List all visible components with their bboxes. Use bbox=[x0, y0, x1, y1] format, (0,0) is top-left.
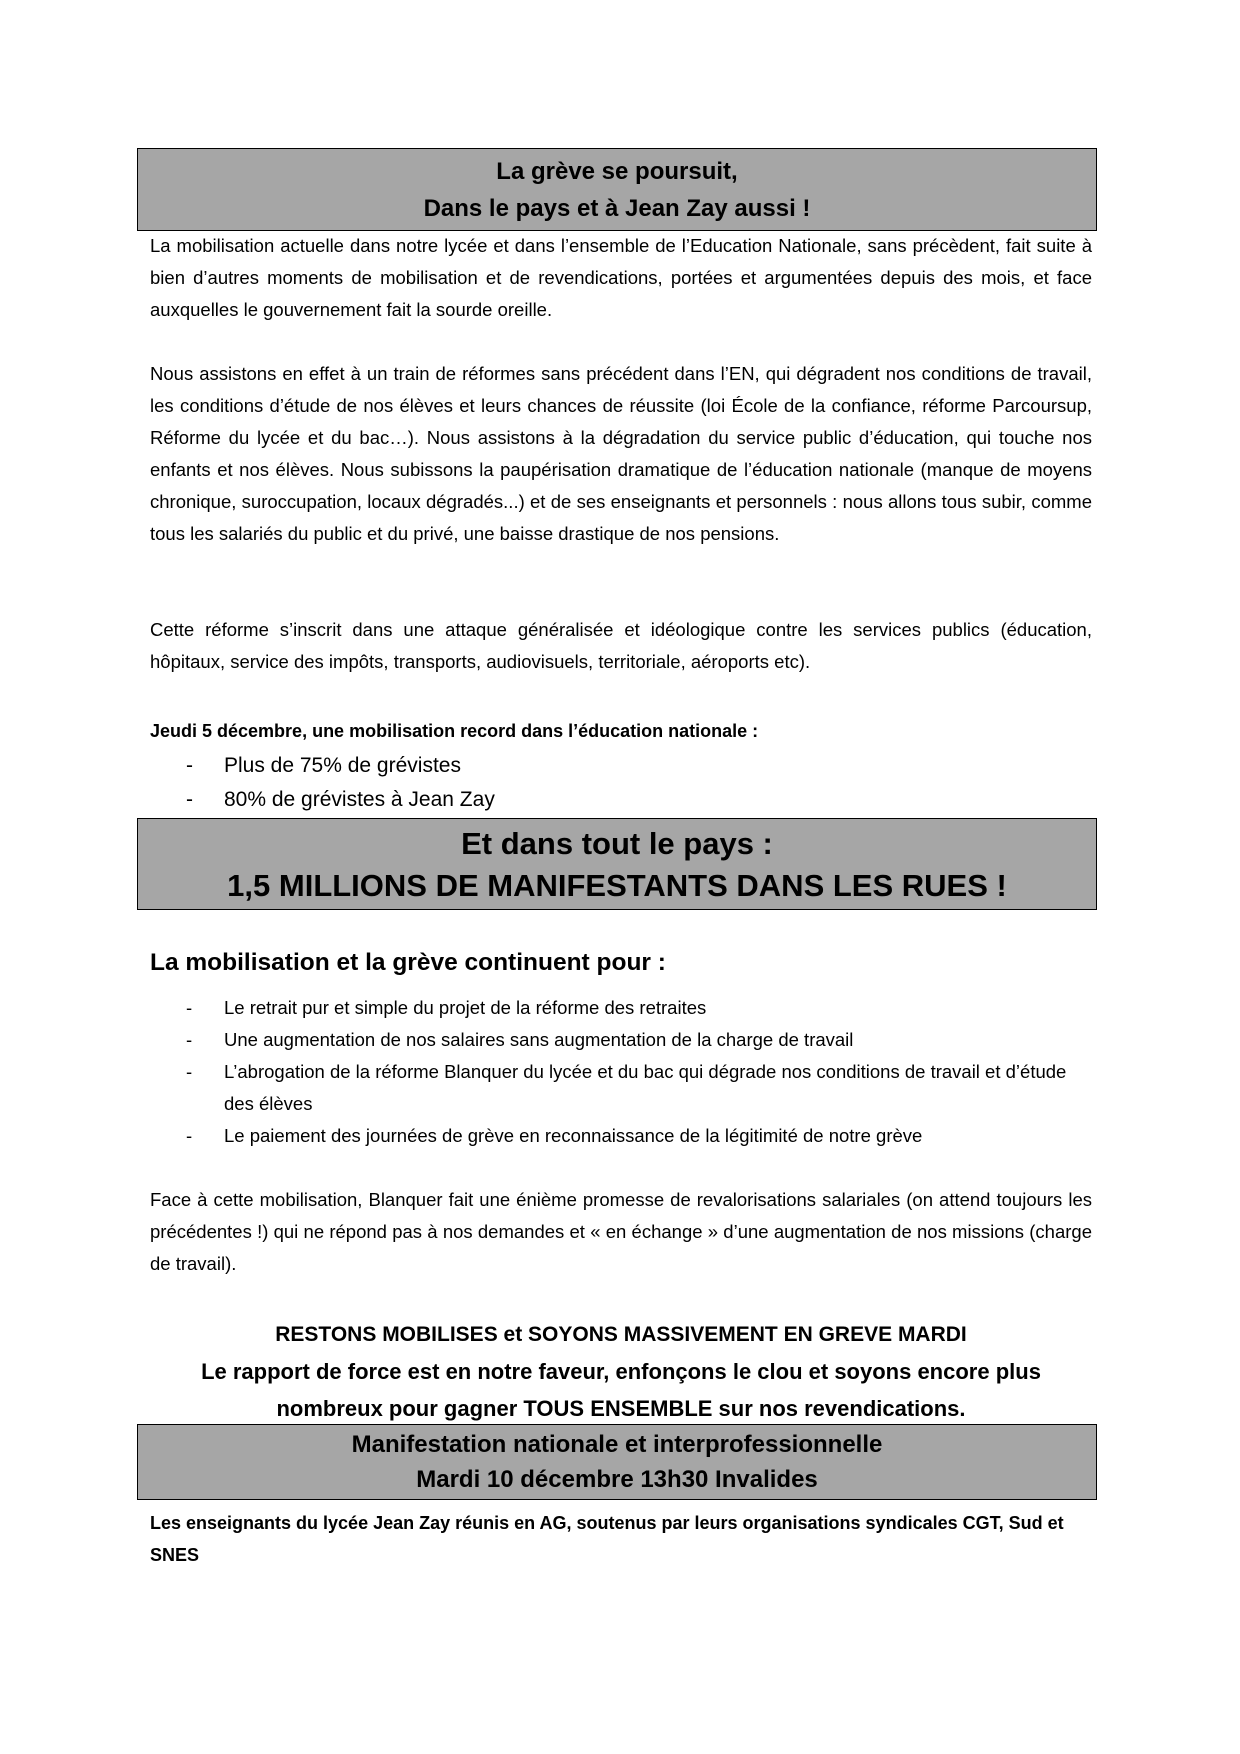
demands-heading: La mobilisation et la grève continuent pour : bbox=[150, 949, 666, 976]
paragraph-intro: La mobilisation actuelle dans notre lycée et dans l’ensemble de l’Education Nationale, sans précèdent, fait suite à bien d’autres moments de mobilisation et de revendications, portées et argumentées depuis des mois, et face auxquelles le gouvernement fait la sourde oreille. bbox=[150, 235, 1092, 320]
bullet-dash: - bbox=[186, 1125, 193, 1146]
bullet-dash: - bbox=[186, 788, 193, 811]
call-line-2: Le rapport de force est en notre faveur, enfonçons le clou et soyons encore plus bbox=[201, 1359, 1041, 1384]
title-banner bbox=[137, 148, 1097, 231]
record-heading: Jeudi 5 décembre, une mobilisation record dans l’éducation nationale : bbox=[150, 721, 759, 741]
call-line-1: RESTONS MOBILISES et SOYONS MASSIVEMENT EN GREVE MARDI bbox=[275, 1323, 967, 1346]
list-item-text: L’abrogation de la réforme Blanquer du lycée et du bac qui dégrade nos conditions de travail et d’étude des élèves bbox=[224, 1061, 1067, 1114]
list-item bbox=[150, 1056, 1092, 1120]
event-line-1: Manifestation nationale et interprofessionnelle bbox=[351, 1431, 883, 1458]
bullet-dash: - bbox=[186, 754, 193, 777]
event-line-2: Mardi 10 décembre 13h30 Invalides bbox=[416, 1466, 818, 1493]
protest-line-2: 1,5 MILLIONS DE MANIFESTANTS DANS LES RUES ! bbox=[227, 868, 1007, 903]
bullet-dash: - bbox=[186, 1029, 193, 1050]
list-item-text: Une augmentation de nos salaires sans augmentation de la charge de travail bbox=[224, 1029, 854, 1050]
demands-list bbox=[150, 992, 1092, 1152]
list-item-text: Le retrait pur et simple du projet de la réforme des retraites bbox=[224, 997, 707, 1018]
list-item bbox=[150, 1024, 1092, 1056]
list-item bbox=[150, 1120, 1092, 1152]
protest-line-1: Et dans tout le pays : bbox=[461, 826, 773, 861]
bullet-dash: - bbox=[186, 1061, 193, 1082]
protest-banner bbox=[137, 818, 1097, 910]
list-item bbox=[150, 783, 1092, 817]
title-line-1: La grève se poursuit, bbox=[496, 158, 738, 185]
signature: Les enseignants du lycée Jean Zay réunis en AG, soutenus par leurs organisations syndicales CGT, Sud et SNES bbox=[150, 1513, 1064, 1565]
list-item-text: Plus de 75% de grévistes bbox=[224, 754, 461, 777]
paragraph-attack: Cette réforme s’inscrit dans une attaque généralisée et idéologique contre les services publics (éducation, hôpitaux, service des impôts, transports, audiovisuels, territoriale, aéroports etc). bbox=[150, 619, 1092, 672]
paragraph-reforms: Nous assistons en effet à un train de réformes sans précédent dans l’EN, qui dégradent nos conditions de travail, les conditions d’étude de nos élèves et leurs chances de réussite (loi École de la confiance, réforme Parcoursup, Réforme du lycée et du bac…). Nous assistons à la dégradation du service public d’éducation, qui touche nos enfants et nos élèves. Nous subissons la paupérisation dramatique de l’éducation nationale (manque de moyens chronique, suroccupation, locaux dégradés...) et de ses enseignants et personnels : nous allons tous subir, comme tous les salariés du public et du privé, une baisse drastique de nos pensions. bbox=[150, 363, 1092, 544]
record-list bbox=[150, 749, 1092, 817]
call-line-3: nombreux pour gagner TOUS ENSEMBLE sur nos revendications. bbox=[276, 1396, 966, 1421]
list-item bbox=[150, 992, 1092, 1024]
list-item bbox=[150, 749, 1092, 783]
list-item-text: 80% de grévistes à Jean Zay bbox=[224, 788, 495, 811]
title-line-2: Dans le pays et à Jean Zay aussi ! bbox=[423, 195, 811, 222]
bullet-dash: - bbox=[186, 997, 193, 1018]
list-item-text: Le paiement des journées de grève en reconnaissance de la légitimité de notre grève bbox=[224, 1125, 923, 1146]
paragraph-response: Face à cette mobilisation, Blanquer fait une énième promesse de revalorisations salariales (on attend toujours les précédentes !) qui ne répond pas à nos demandes et « en échange » d’une augmentation de nos missions (charge de travail). bbox=[150, 1189, 1092, 1274]
event-banner bbox=[137, 1424, 1097, 1500]
